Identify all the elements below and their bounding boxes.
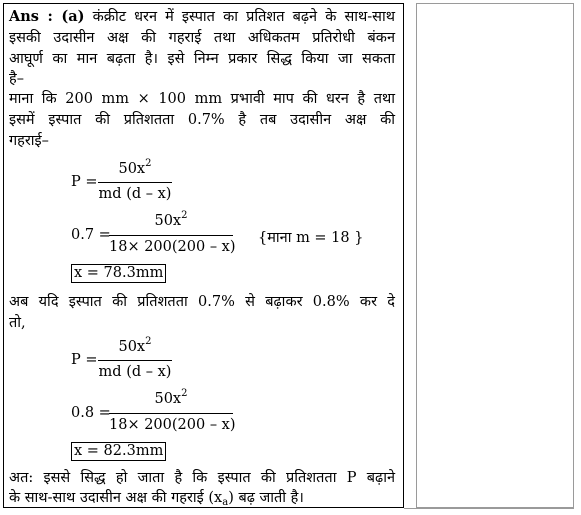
bottom-divider (404, 508, 574, 509)
intro-line-1 (9, 8, 395, 26)
eq2-denominator: 18× 200(200 – x) (109, 239, 236, 255)
eq2-fraction-bar (109, 235, 233, 236)
eq1-num-base: 50x (118, 161, 146, 177)
eq3-denominator: md (d – x) (98, 364, 172, 380)
conclusion-line-1: अत: इससे सिद्ध हो जाता है कि इस्पात की प्रतिशतता P बढ़ाने (9, 470, 395, 486)
eq4-fraction-bar (109, 413, 233, 414)
eq4-num-base: 50x (154, 391, 182, 407)
intro-line-5: माना कि 200 mm × 100 mm प्रभावी माप की धरन है तथा (9, 91, 395, 107)
eq4-denominator: 18× 200(200 – x) (109, 417, 236, 433)
eq1-fraction-bar (98, 182, 172, 183)
conclusion-line-2-end: ) बढ़ जाती है। (228, 490, 304, 506)
eq2-num-exponent: 2 (181, 210, 188, 221)
intro-line-3: आघूर्ण का मान बढ़ता है। इसे निम्न प्रकार सिद्ध किया जा सकता (9, 51, 395, 67)
eq2-numerator (109, 210, 233, 229)
intro-line-1-text: कंक्रीट धरन में इस्पात का प्रतिशत बढ़ने के साथ-साथ (92, 9, 396, 25)
eq3-numerator (98, 336, 172, 355)
eq1-numerator (98, 158, 172, 177)
eq3-num-base: 50x (118, 339, 146, 355)
mid-line-2: तो, (9, 315, 26, 331)
intro-line-4: है– (9, 71, 24, 87)
eq2-lhs: 0.7 = (71, 227, 111, 243)
eq4-lhs: 0.8 = (71, 405, 111, 421)
conclusion-line-2 (9, 489, 304, 512)
eq1-num-exponent: 2 (145, 158, 152, 169)
result-2-box: x = 82.3mm (71, 442, 166, 461)
answer-label: Ans : (a) (9, 8, 85, 25)
eq3-fraction-bar (98, 360, 172, 361)
mid-line-1: अब यदि इस्पात की प्रतिशतता 0.7% से बढ़ाकर 0.8% कर दे (9, 294, 395, 310)
result-1-box: x = 78.3mm (71, 264, 166, 283)
eq2-num-base: 50x (154, 213, 182, 229)
eq2-assumption-note: {माना m = 18 } (258, 230, 364, 246)
intro-line-6: इसमें इस्पात की प्रतिशतता 0.7% है तब उदासीन अक्ष की (9, 112, 395, 128)
eq4-numerator (109, 388, 233, 407)
eq1-denominator: md (d – x) (98, 186, 172, 202)
right-empty-cell (416, 3, 574, 508)
eq3-num-exponent: 2 (145, 336, 152, 347)
intro-line-7: गहराई– (9, 133, 49, 149)
intro-line-2: इसकी उदासीन अक्ष की गहराई तथा अधिकतम प्रतिरोधी बंकन (9, 30, 395, 46)
eq3-lhs: P = (71, 352, 98, 368)
conclusion-line-2-start: के साथ-साथ उदासीन अक्ष की गहराई (x (9, 490, 223, 506)
eq4-num-exponent: 2 (181, 388, 188, 399)
conclusion-subscript: a (222, 497, 229, 508)
eq1-lhs: P = (71, 174, 98, 190)
cell-divider (416, 4, 417, 509)
